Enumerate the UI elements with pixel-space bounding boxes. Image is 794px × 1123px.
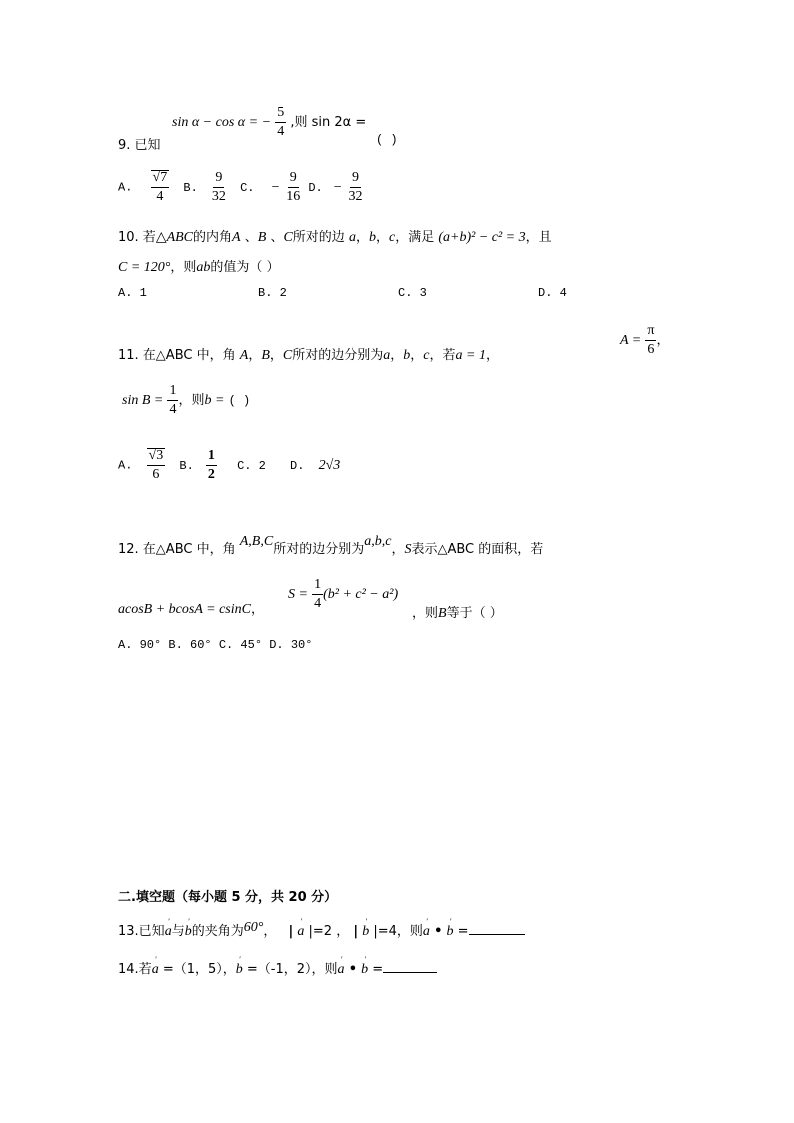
q11-var-b: b = <box>204 393 225 408</box>
q11-var-c: c <box>423 348 430 363</box>
q10-sep: 、 <box>240 230 258 245</box>
q9-opt-d-den: 32 <box>348 188 363 204</box>
q12-text: ， <box>391 542 405 557</box>
q10-text: 所对的边 <box>292 230 345 245</box>
q14-vec-b-dot: ' b <box>361 955 369 977</box>
q10-var-A: A <box>232 230 241 245</box>
q13-vec-a: ' a <box>164 917 172 939</box>
q9-number: 9. 已知 <box>118 138 161 153</box>
q13-vec-b-abs: ' b <box>362 917 370 939</box>
q9-opt-a <box>151 170 170 204</box>
q11-A-eq: A = $\frac{\pi}{6}$ ， <box>620 323 670 357</box>
q9-opt-c-label: C. <box>240 180 255 195</box>
q11-opt-b-den: 2 <box>207 466 215 482</box>
q14-vec-b: ' b <box>235 955 243 977</box>
q12-text: 所对的边分别为 <box>273 542 365 557</box>
q11-opt-c: C. 2 <box>237 458 266 473</box>
q9-opt-c-den: 16 <box>286 188 301 204</box>
q10-opt-b: B. 2 <box>258 286 287 300</box>
section2-title: 二.填空题（每小题 5 分，共 20 分） <box>118 890 338 905</box>
q14-answer-blank[interactable] <box>383 960 437 973</box>
q10-line1: 10. 若△ABC的内角A 、B 、C所对的边 a，b，c，满足 (a+b)² − c² = 3，且 <box>118 230 552 245</box>
q13-dot: • <box>434 924 443 939</box>
q9-condition-right: ,则 sin 2α = <box>290 115 367 130</box>
q11-text: ，若 <box>429 348 456 363</box>
q14-vec-a-dot: ' a <box>337 955 345 977</box>
q9-opt-b <box>210 171 228 204</box>
q10-text: ，且 <box>525 230 552 245</box>
q10-var-C: C <box>283 230 293 245</box>
q10-var-b: b <box>368 230 376 245</box>
q13-vec-a-abs: ' a <box>297 917 305 939</box>
q11-var-b: b <box>403 348 411 363</box>
q10-opt-d: D. 4 <box>538 286 567 300</box>
q11-var-a: a <box>383 348 391 363</box>
q9-opt-d-label: D. <box>308 180 323 195</box>
q11-var-B: B <box>261 348 270 363</box>
q10-text: ，则 <box>170 260 197 275</box>
q11-A-fraction <box>645 324 656 357</box>
q10-var-a: a <box>348 230 356 245</box>
q11-opt-b-num: 1 <box>206 449 217 466</box>
q11-line1: 11. 在△ABC 中，角 A，B，C所对的边分别为a，b，c，若a = 1， <box>118 348 499 363</box>
q9-condition-left: sin α − cos α = − <box>172 115 272 130</box>
q13-answer-blank[interactable] <box>469 922 525 935</box>
q11-opt-d-label: D. <box>290 458 305 473</box>
q12-line2-tail <box>412 602 503 622</box>
q9-opt-b-num: 9 <box>213 171 224 188</box>
q13-abs-bar: | <box>353 924 359 939</box>
q11-sinB-den: 4 <box>169 402 177 417</box>
q12-S-num: 1 <box>312 578 323 595</box>
q9-opt-d-sign: − <box>332 179 343 195</box>
q9-opt-c-sign: − <box>270 179 281 195</box>
q9-fraction-den: 4 <box>277 124 285 139</box>
q9-fraction-num: 5 <box>275 106 286 123</box>
q12-var-S: S <box>404 542 412 557</box>
q11-opt-b-label: B. <box>179 458 194 473</box>
q10-line2 <box>118 256 280 276</box>
q10-text: 的值为（ ） <box>210 260 280 275</box>
q11-sinB-num: 1 <box>167 384 178 401</box>
q13-text: |=2 ， <box>308 924 350 939</box>
q12-var-B: B <box>438 606 447 621</box>
q12-S-den: 4 <box>314 596 322 611</box>
q14-text: 14.若 <box>118 962 152 977</box>
q13-vec-a-dot: ' a <box>422 917 430 939</box>
q10-condition: C = 120° <box>118 260 171 275</box>
q11-text: 11. 在△ABC 中，角 <box>118 348 236 363</box>
q11-options <box>118 448 340 482</box>
q11-sinB-fraction <box>167 384 178 417</box>
q10-var-B: B <box>257 230 267 245</box>
q11-text: 所对的边分别为 <box>292 348 384 363</box>
q12-angles: A,B,C <box>239 534 274 549</box>
q12-S-formula <box>288 578 398 611</box>
q13-text: 13.已知 <box>118 924 165 939</box>
q12-text: 12. 在△ABC 中，角 <box>118 542 236 557</box>
q10-opt-a: A. 1 <box>118 286 147 300</box>
q10-var-ab: ab <box>196 260 211 275</box>
q13-text: = <box>457 924 469 939</box>
q10-opt-c: C. 3 <box>398 286 427 300</box>
q11-text: ，则 <box>178 393 205 408</box>
q12-text: ， <box>250 602 264 617</box>
q13-abs-bar: | <box>288 924 294 939</box>
q9-opt-a-den: 4 <box>156 189 164 204</box>
q10-triangle: △ABC <box>155 230 194 245</box>
q13-vec-b: ' b <box>184 917 192 939</box>
q13-vec-b-dot: ' b <box>446 917 454 939</box>
q11-paren: ( ) <box>228 394 251 408</box>
q12-text: 等于（ ） <box>446 606 503 621</box>
q9-paren: ( ) <box>376 133 398 147</box>
q12-sides: a,b,c <box>364 534 392 549</box>
q14-line <box>118 955 437 978</box>
q9-opt-d-num: 9 <box>350 171 361 188</box>
q11-var-C: C <box>282 348 293 363</box>
q11-opt-d-val: 2√3 <box>318 457 341 473</box>
q14-text: =（-1，2），则 <box>246 962 338 977</box>
q12-equation: acosB + bcosA = csinC <box>118 602 251 617</box>
q11-pi: π <box>645 324 656 341</box>
q9-opt-b-label: B. <box>183 180 198 195</box>
q11-opt-a-num: √3 <box>147 448 166 466</box>
q13-angle: 60° <box>243 920 264 935</box>
q9-opt-b-den: 32 <box>211 188 226 204</box>
q11-opt-a-den: 6 <box>152 467 160 482</box>
q10-sep: 、 <box>266 230 284 245</box>
q11-opt-a <box>147 448 166 482</box>
q9-options <box>118 170 364 204</box>
q10-equation: (a+b)² − c² = 3 <box>438 230 526 245</box>
q14-text: = <box>372 962 384 977</box>
q9-opt-c <box>284 171 302 204</box>
q9-opt-a-num: √7 <box>151 170 170 188</box>
q13-text: ， <box>263 924 277 939</box>
q12-S-expr: (b² + c² − a²) <box>323 587 399 602</box>
q11-line2 <box>122 384 250 417</box>
q11-six: 6 <box>647 342 655 357</box>
q12-line1 <box>118 534 544 558</box>
q11-A-label: A = <box>620 333 642 348</box>
q13-line <box>118 917 525 940</box>
q10-text: 10. 若 <box>118 230 156 245</box>
q14-dot: • <box>348 962 357 977</box>
q9-opt-d <box>346 171 364 204</box>
q12-line2 <box>118 598 264 618</box>
q13-text: |=4，则 <box>373 924 423 939</box>
q11-opt-b <box>206 449 217 482</box>
q12-S-fraction <box>312 578 323 611</box>
q9-condition-fraction <box>275 106 286 139</box>
q9-opt-a-label: A. <box>118 180 133 195</box>
q10-var-c: c <box>388 230 396 245</box>
q9-condition <box>172 106 366 139</box>
q12-text: 表示△ABC 的面积，若 <box>411 542 544 557</box>
q9-opt-c-num: 9 <box>288 171 299 188</box>
q12-S-label: S = <box>288 587 308 602</box>
q11-sinB: sin B = <box>122 393 164 408</box>
q14-text: =（1，5）， <box>162 962 236 977</box>
q12-text: ，则 <box>412 606 439 621</box>
q11-opt-a-label: A. <box>118 458 133 473</box>
q10-text: 的内角 <box>193 230 233 245</box>
q11-var-A: A <box>239 348 249 363</box>
q12-options: A. 90° B. 60° C. 45° D. 30° <box>118 638 313 652</box>
q13-text: 与 <box>171 924 185 939</box>
q10-text: ，满足 <box>395 230 435 245</box>
q14-vec-a: ' a <box>151 955 159 977</box>
q13-text: 的夹角为 <box>191 924 244 939</box>
q11-condition-a: a = 1 <box>455 348 486 363</box>
